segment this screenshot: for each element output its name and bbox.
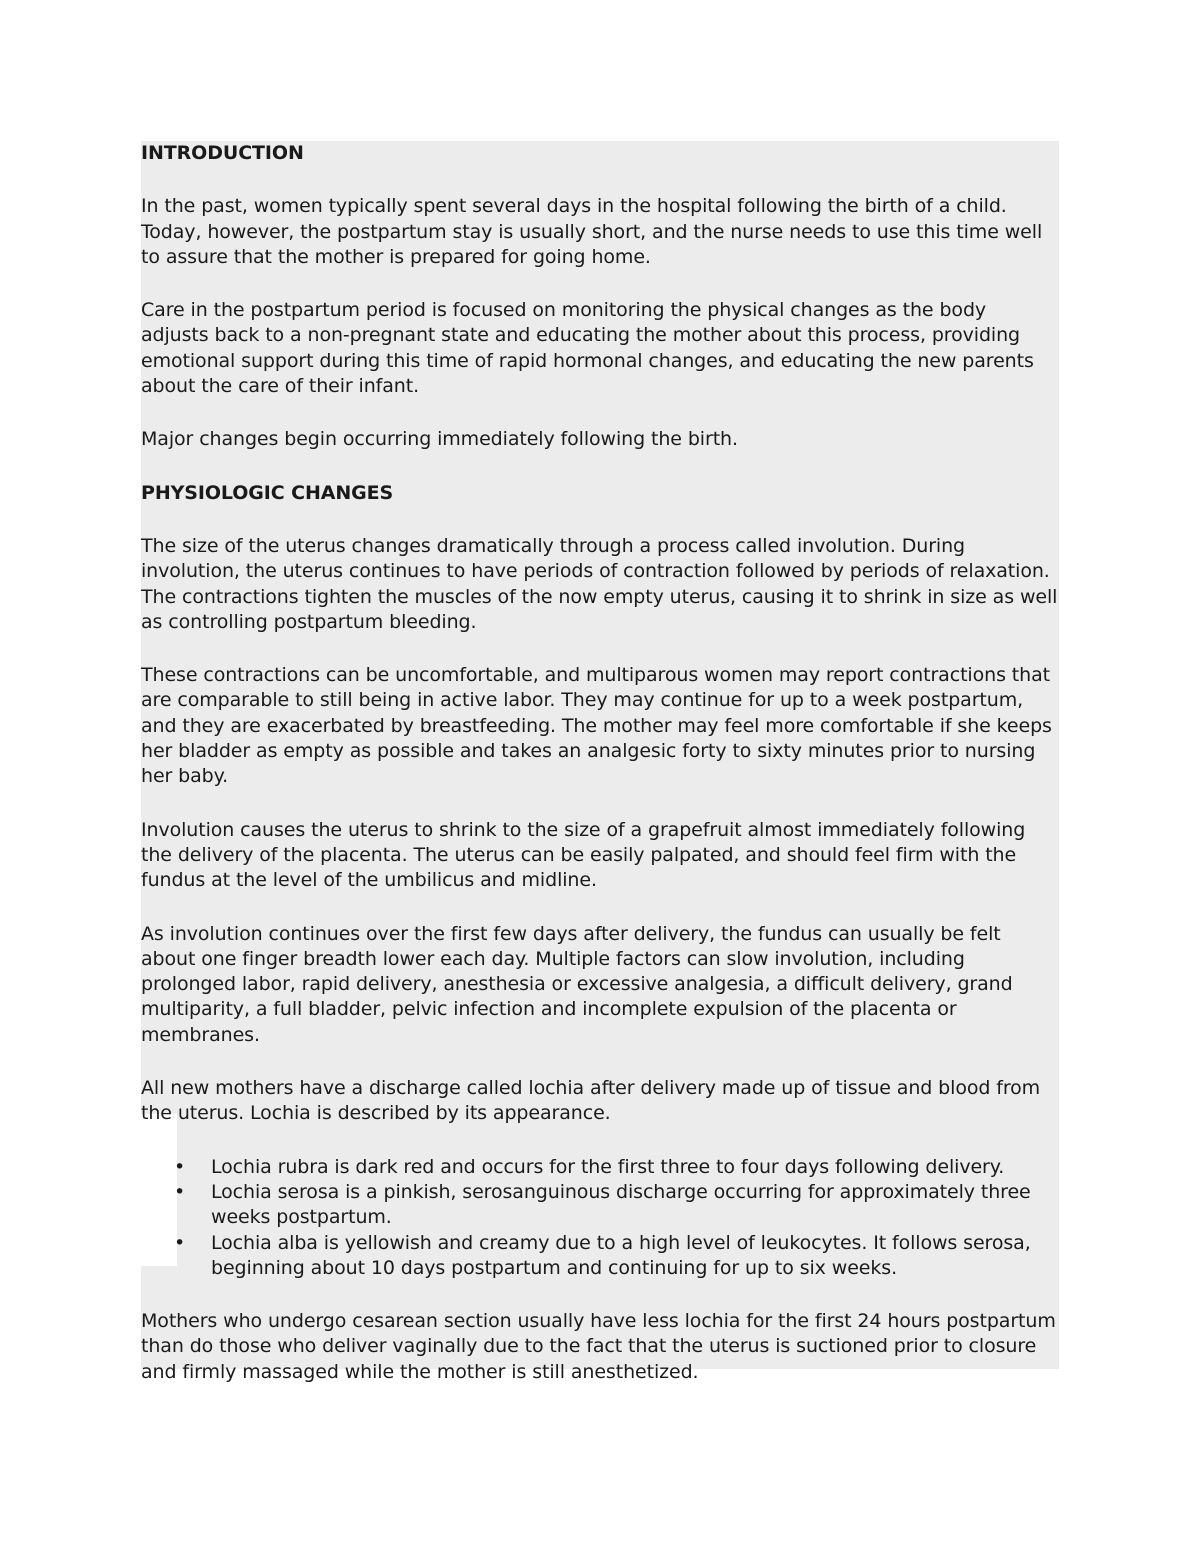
list-item-text: Lochia serosa is a pinkish, serosanguinous discharge occurring for approximately three weeks postpartum. [211, 1180, 1031, 1229]
bullet-icon: • [174, 1155, 186, 1178]
list-item [174, 1155, 1059, 1180]
intro-paragraph-2: Care in the postpartum period is focused on monitoring the physical changes as the body adjusts back to a non-pregnant state and educating the mother about this process, providing emotional support during this time of rapid hormonal changes, and educating the new parents about the care of their infant. [141, 299, 1034, 398]
list-item [174, 1231, 1059, 1282]
physio-paragraph-1: The size of the uterus changes dramatically through a process called involution. During involution, the uterus continues to have periods of contraction followed by periods of relaxation. The contractions tighten the muscles of the now empty uterus, causing it to shrink in size as well as controlling postpartum bleeding. [141, 534, 1058, 633]
bullet-icon: • [174, 1231, 186, 1254]
physio-paragraph-2: These contractions can be uncomfortable, and multiparous women may report contractions that are comparable to still being in active labor. They may continue for up to a week postpartum, and they are exacerbated by breastfeeding. The mother may feel more comfortable if she keeps her bladder as empty as possible and takes an analgesic forty to sixty minutes prior to nursing her baby. [141, 664, 1052, 788]
introduction-heading: INTRODUCTION [141, 142, 304, 164]
physio-paragraph-5: All new mothers have a discharge called lochia after delivery made up of tissue and blood from the uterus. Lochia is described by its appearance. [141, 1077, 1041, 1125]
lochia-list [141, 1155, 1059, 1281]
physio-paragraph-4: As involution continues over the first few days after delivery, the fundus can usually be felt about one finger breadth lower each day. Multiple factors can slow involution, including prolonged labor, rapid delivery, anesthesia or excessive analgesia, a difficult delivery, grand multiparity, a full bladder, pelvic infection and incomplete expulsion of the placenta or membranes. [141, 922, 1013, 1046]
document-body [141, 141, 1059, 1385]
closing-paragraph: Mothers who undergo cesarean section usually have less lochia for the first 24 hours postpartum than do those who deliver vaginally due to the fact that the uterus is suctioned prior to closure and firmly massaged while the mother is still anesthetized. [141, 1310, 1056, 1383]
list-item [174, 1180, 1059, 1231]
physiologic-changes-heading: PHYSIOLOGIC CHANGES [141, 481, 394, 504]
physio-paragraph-3: Involution causes the uterus to shrink to the size of a grapefruit almost immediately following the delivery of the placenta. The uterus can be easily palpated, and should feel firm with the fundus at the level of the umbilicus and midline. [141, 818, 1026, 892]
bullet-icon: • [174, 1180, 186, 1203]
list-item-text: Lochia alba is yellowish and creamy due to a high level of leukocytes. It follows serosa, beginning about 10 days postpartum and continuing for up to six weeks. [211, 1231, 1031, 1279]
intro-paragraph-1: In the past, women typically spent several days in the hospital following the birth of a child. Today, however, the postpartum stay is usually short, and the nurse needs to use this time well to assure that the mother is prepared for going home. [141, 195, 1043, 268]
list-item-text: Lochia rubra is dark red and occurs for the first three to four days following delivery. [211, 1155, 1005, 1178]
intro-paragraph-3: Major changes begin occurring immediately following the birth. [141, 428, 738, 451]
